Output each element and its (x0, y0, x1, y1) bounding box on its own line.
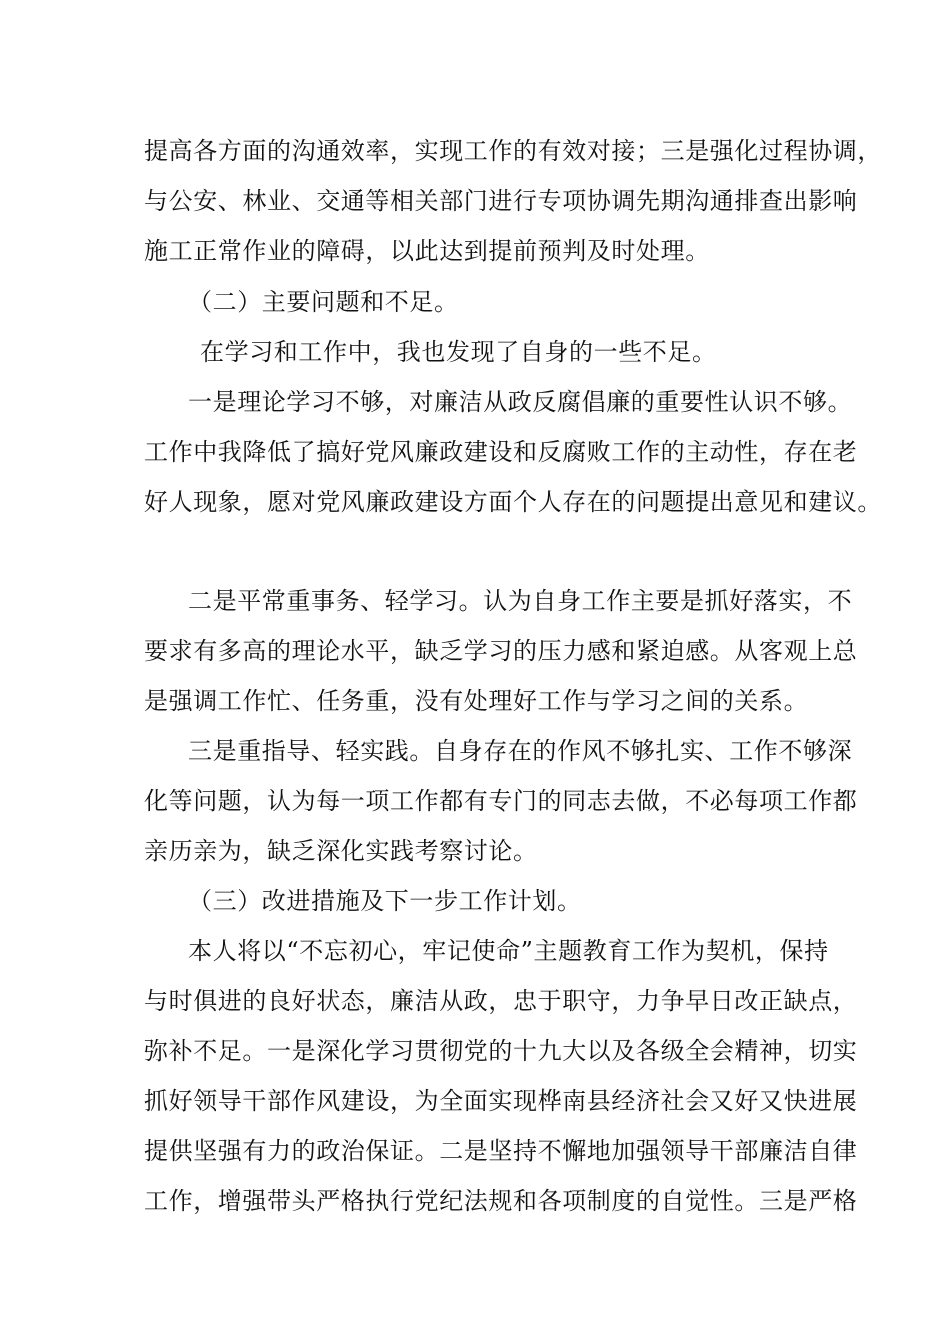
paragraph-line: 与时俱进的良好状态，廉洁从政，忠于职守，力争早日改正缺点， (144, 987, 858, 1015)
paragraph-line: 一是理论学习不够，对廉洁从政反腐倡廉的重要性认识不够。 (188, 388, 853, 416)
paragraph-line: 亲历亲为，缺乏深化实践考察讨论。 (144, 837, 538, 865)
paragraph-line: 工作，增强带头严格执行党纪法规和各项制度的自觉性。三是严格 (144, 1187, 858, 1215)
section-heading: （二）主要问题和不足。 (188, 288, 459, 316)
paragraph-line: 三是重指导、轻实践。自身存在的作风不够扎实、工作不够深 (188, 737, 853, 765)
paragraph-line: 弥补不足。一是深化学习贯彻党的十九大以及各级全会精神，切实 (144, 1037, 858, 1065)
section-heading: （三）改进措施及下一步工作计划。 (188, 887, 582, 915)
paragraph-line: 提供坚强有力的政治保证。二是坚持不懈地加强领导干部廉洁自律 (144, 1137, 858, 1165)
paragraph-line: 与公安、林业、交通等相关部门进行专项协调先期沟通排查出影响 (144, 187, 858, 215)
paragraph-line: 是强调工作忙、任务重，没有处理好工作与学习之间的关系。 (144, 687, 809, 715)
paragraph-line: 抓好领导干部作风建设，为全面实现桦南县经济社会又好又快进展 (144, 1087, 858, 1115)
paragraph-line: 施工正常作业的障碍，以此达到提前预判及时处理。 (144, 237, 710, 265)
paragraph-line: 提高各方面的沟通效率，实现工作的有效对接；三是强化过程协调， (144, 137, 882, 165)
paragraph-line: 工作中我降低了搞好党风廉政建设和反腐败工作的主动性，存在老 (144, 438, 858, 466)
paragraph-line: 二是平常重事务、轻学习。认为自身工作主要是抓好落实，不 (188, 587, 853, 615)
paragraph-line: 化等问题，认为每一项工作都有专门的同志去做，不必每项工作都 (144, 787, 858, 815)
paragraph-line: 好人现象，愿对党风廉政建设方面个人存在的问题提出意见和建议。 (144, 488, 882, 516)
paragraph-line: 要求有多高的理论水平，缺乏学习的压力感和紧迫感。从客观上总 (144, 637, 858, 665)
paragraph-line: 本人将以“不忘初心，牢记使命”主题教育工作为契机，保持 (188, 937, 829, 965)
paragraph-line: 在学习和工作中，我也发现了自身的一些不足。 (200, 338, 717, 366)
